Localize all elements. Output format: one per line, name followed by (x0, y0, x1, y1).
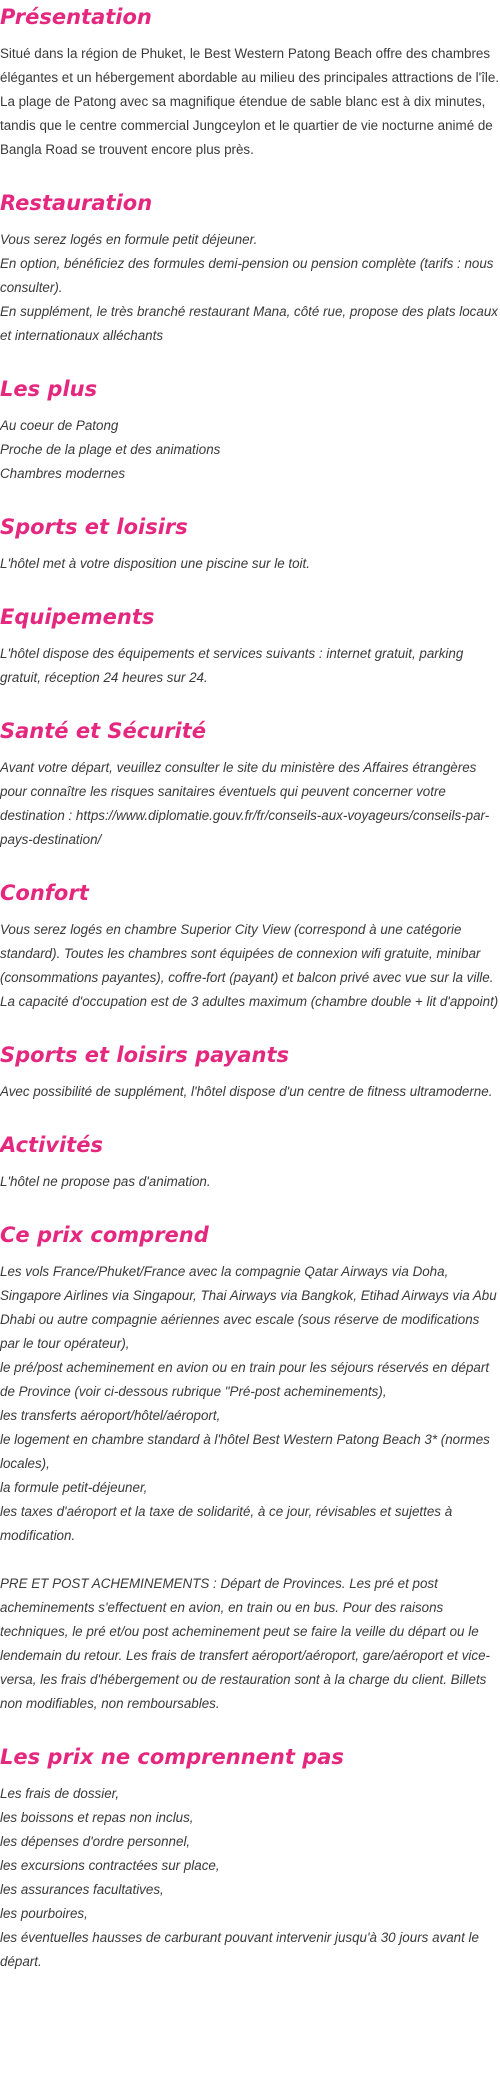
section-title: Présentation (0, 5, 152, 29)
section-sante-et-securite (0, 714, 500, 852)
section-text-line: PRE ET POST ACHEMINEMENTS : Départ de Provinces. Les pré et post acheminements s'effectuent en avion, en train ou en bus. Pour des raisons techniques, le pré et/ou post acheminement peut se faire la veille du départ ou le lendemain du retour. Les frais de transfert aéroport/aéroport, gare/aéroport et vice-versa, les frais d'hébergement ou de restauration sont à la charge du client. Billets non modifiables, non remboursables. (0, 1576, 491, 1711)
section-text-line: les boissons et repas non inclus, (0, 1810, 194, 1825)
section-title: Sports et loisirs payants (0, 1043, 289, 1067)
section-title: Equipements (0, 605, 155, 629)
section-body (0, 552, 500, 576)
section-body (0, 42, 500, 162)
section-body (0, 414, 500, 486)
section-text-line: les éventuelles hausses de carburant pouvant intervenir jusqu'à 30 jours avant le départ. (0, 1930, 479, 1969)
section-text-line: Avec possibilité de supplément, l'hôtel dispose d'un centre de fitness ultramoderne. (0, 1084, 493, 1099)
section-text-line: Avant votre départ, veuillez consulter le site du ministère des Affaires étrangères pour connaître les risques sanitaires éventuels qui peuvent concerner votre destination : https://www.diplomatie.gouv.fr/fr/conseils-aux-voyageurs/conseils-par-pays-destination/ (0, 760, 490, 847)
section-activites (0, 1128, 500, 1194)
section-text-line: Vous serez logés en formule petit déjeuner. (0, 232, 258, 247)
section-body (0, 1782, 500, 1974)
section-text-line: Les vols France/Phuket/France avec la compagnie Qatar Airways via Doha, Singapore Airlines via Singapour, Thai Airways via Bangkok, Etihad Airways via Abu Dhabi ou autre compagnie aériennes avec escale (sous réserve de modifications par le tour opérateur), (0, 1264, 497, 1351)
section-text-line: les excursions contractées sur place, (0, 1858, 220, 1873)
section-sports-et-loisirs-payants (0, 1038, 500, 1104)
section-title: Les plus (0, 377, 98, 401)
section-text-line: L'hôtel ne propose pas d'animation. (0, 1174, 211, 1189)
section-body (0, 642, 500, 690)
section-les-plus (0, 372, 500, 486)
section-text-line: les dépenses d'ordre personnel, (0, 1834, 191, 1849)
section-text-line: Proche de la plage et des animations (0, 442, 221, 457)
section-title: Restauration (0, 191, 153, 215)
section-title: Activités (0, 1133, 103, 1157)
section-text-line: le pré/post acheminement en avion ou en train pour les séjours réservés en départ de Province (voir ci-dessous rubrique "Pré-post acheminements), (0, 1360, 490, 1399)
section-text-line: les transferts aéroport/hôtel/aéroport, (0, 1408, 221, 1423)
section-title: Santé et Sécurité (0, 719, 207, 743)
section-text-line: L'hôtel met à votre disposition une piscine sur le toit. (0, 556, 310, 571)
section-title: Les prix ne comprennent pas (0, 1745, 344, 1769)
section-text-line: Situé dans la région de Phuket, le Best Western Patong Beach offre des chambres élégantes et un hébergement abordable au milieu des principales attractions de l'île. La plage de Patong avec sa magnifique étendue de sable blanc est à dix minutes, tandis que le centre commercial Jungceylon et le quartier de vie nocturne animé de Bangla Road se trouvent encore plus près. (0, 46, 500, 157)
section-text-line: les pourboires, (0, 1906, 88, 1921)
section-text-line: les taxes d'aéroport et la taxe de solidarité, à ce jour, révisables et sujettes à modification. (0, 1504, 453, 1543)
section-text-line: le logement en chambre standard à l'hôtel Best Western Patong Beach 3* (normes locales), (0, 1432, 490, 1471)
section-les-prix-ne-comprennent-pas (0, 1740, 500, 1974)
paragraph-gap (0, 1548, 500, 1572)
section-text-line: la formule petit-déjeuner, (0, 1480, 148, 1495)
section-body (0, 228, 500, 348)
section-title: Confort (0, 881, 89, 905)
section-text-line: Les frais de dossier, (0, 1786, 120, 1801)
section-text-line: Chambres modernes (0, 466, 126, 481)
section-text-line: La capacité d'occupation est de 3 adultes maximum (chambre double + lit d'appoint) (0, 994, 499, 1009)
section-ce-prix-comprend (0, 1218, 500, 1716)
section-text-line: les assurances facultatives, (0, 1882, 164, 1897)
section-text-line: En option, bénéficiez des formules demi-pension ou pension complète (tarifs : nous consulter). (0, 256, 494, 295)
section-body (0, 1260, 500, 1716)
section-body (0, 1080, 500, 1104)
section-title: Sports et loisirs (0, 515, 188, 539)
section-sports-et-loisirs (0, 510, 500, 576)
section-presentation (0, 0, 500, 162)
section-body (0, 918, 500, 1014)
section-body (0, 756, 500, 852)
section-text-line: Vous serez logés en chambre Superior City View (correspond à une catégorie standard). Toutes les chambres sont équipées de connexion wifi gratuite, minibar (consommations payantes), coffre-fort (payant) et balcon privé avec vue sur la ville. (0, 922, 494, 985)
section-text-line: L'hôtel dispose des équipements et services suivants : internet gratuit, parking gratuit, réception 24 heures sur 24. (0, 646, 464, 685)
section-confort (0, 876, 500, 1014)
section-restauration (0, 186, 500, 348)
section-equipements (0, 600, 500, 690)
section-title: Ce prix comprend (0, 1223, 209, 1247)
section-text-line: Au coeur de Patong (0, 418, 119, 433)
section-body (0, 1170, 500, 1194)
section-text-line: En supplément, le très branché restaurant Mana, côté rue, propose des plats locaux et internationaux alléchants (0, 304, 498, 343)
